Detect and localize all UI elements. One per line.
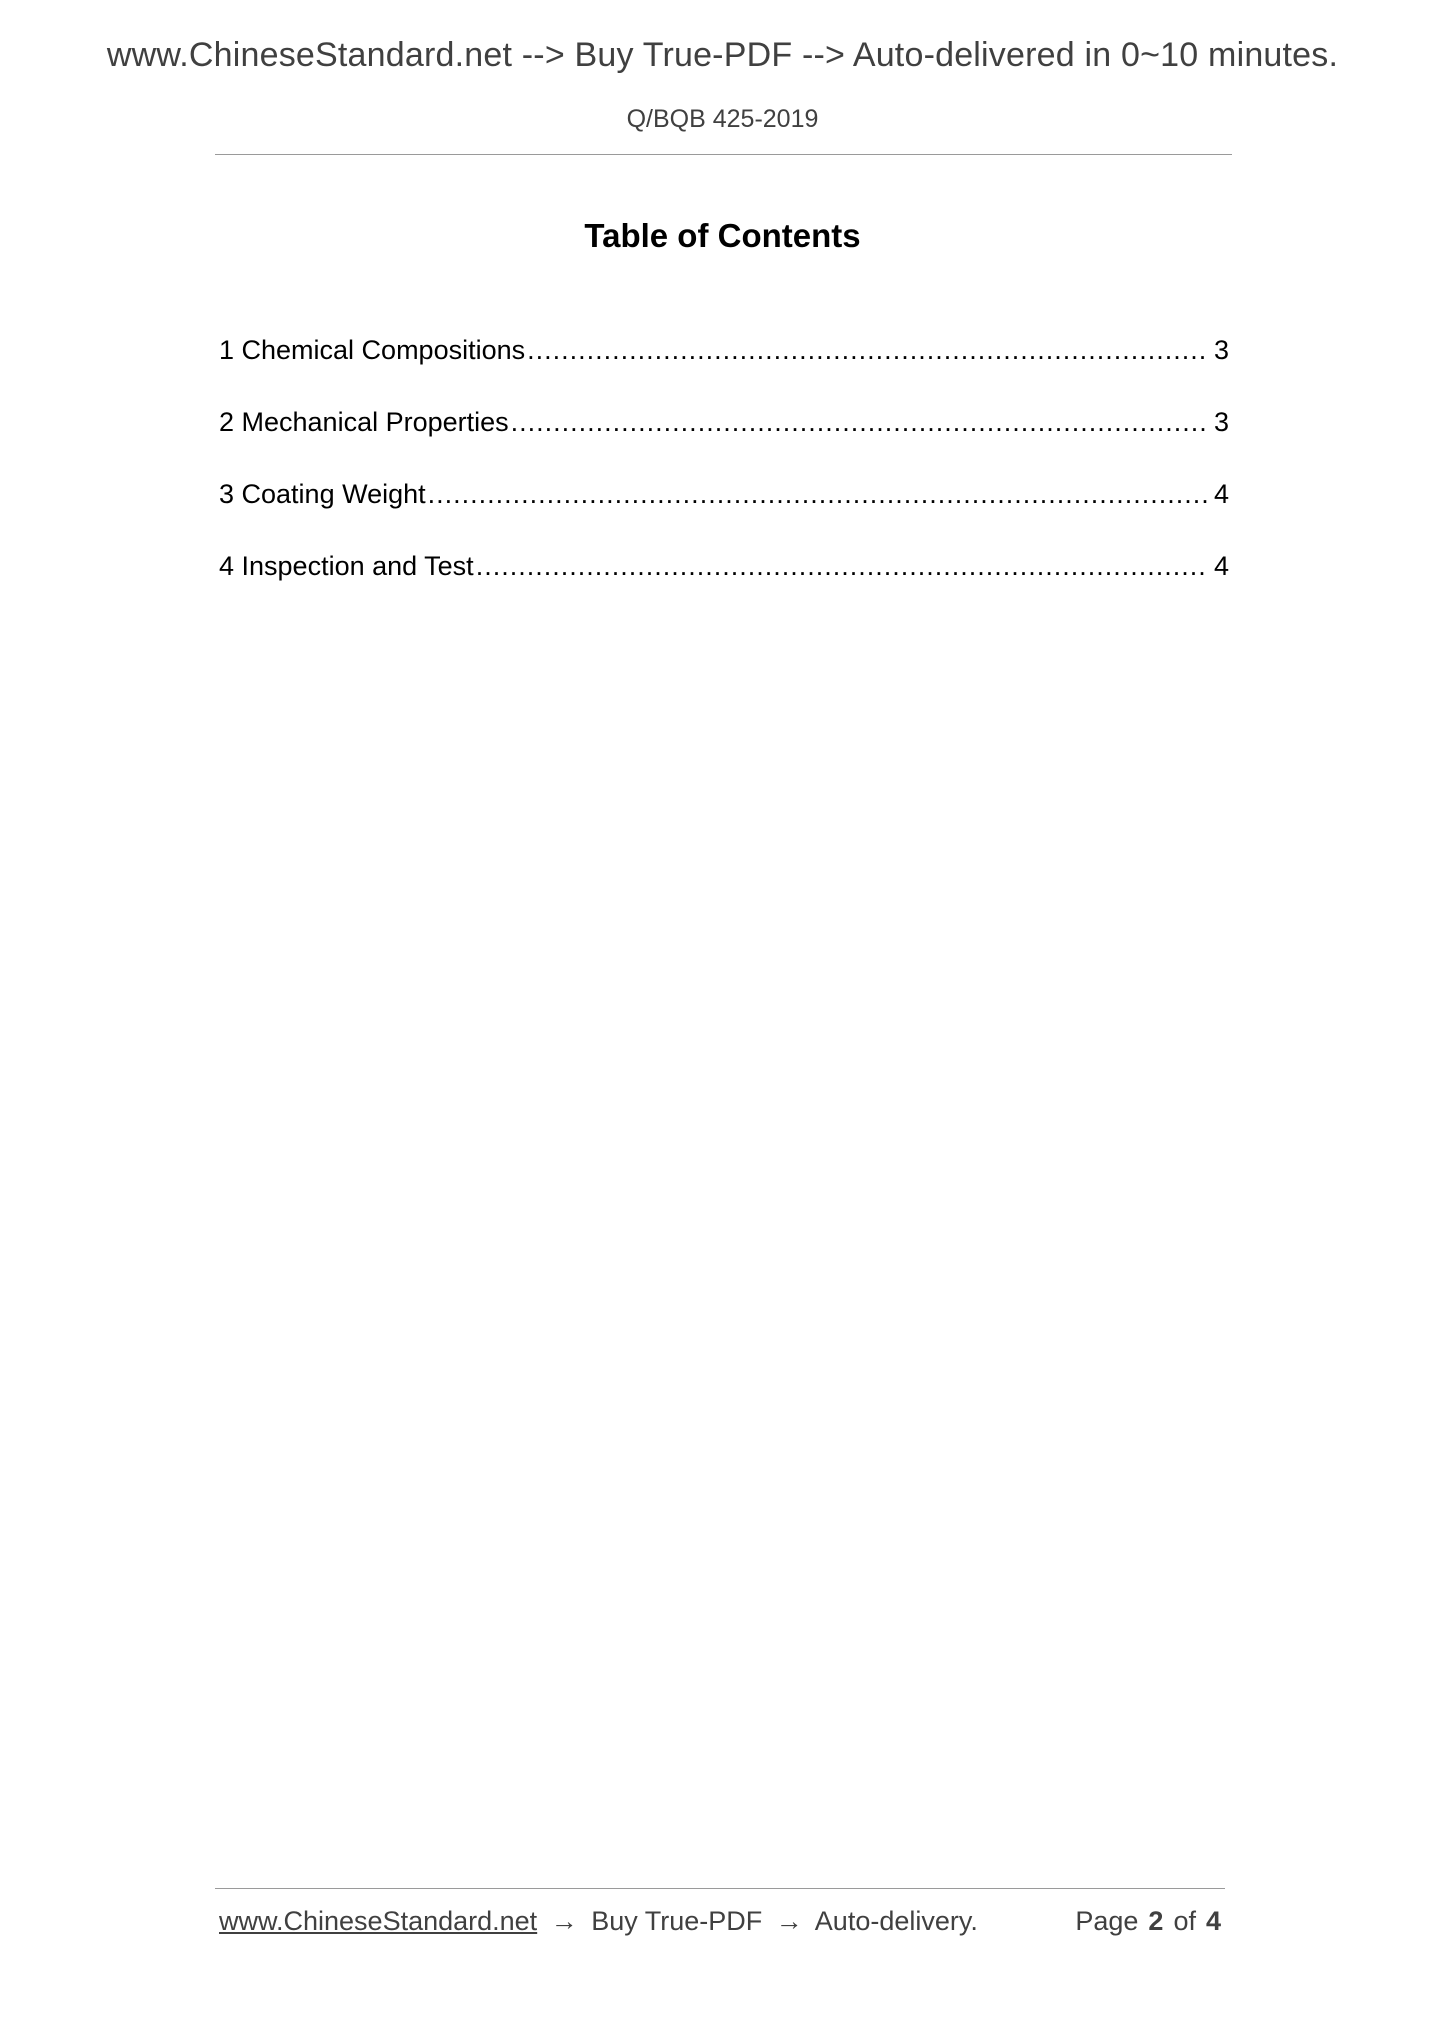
right-arrow-icon: →	[550, 1906, 578, 1936]
table-of-contents	[219, 335, 1229, 623]
footer-site-link[interactable]: www.ChineseStandard.net	[219, 1906, 538, 1936]
toc-entry-inspection-and-test[interactable]	[219, 551, 1229, 623]
footer-divider	[215, 1888, 1225, 1889]
document-code: Q/BQB 425-2019	[626, 105, 819, 133]
toc-entry-text: 4 Inspection and Test	[219, 551, 474, 581]
toc-leader-dots	[476, 551, 1208, 582]
toc-entry-page: 3	[1213, 407, 1229, 437]
footer-delivery-text: Auto-delivery.	[814, 1906, 978, 1936]
toc-leader-dots	[511, 407, 1208, 438]
top-banner: www.ChineseStandard.net --> Buy True-PDF --> Auto-delivered in 0~10 minutes.	[106, 36, 1339, 74]
toc-entry-mechanical-properties[interactable]	[219, 407, 1229, 479]
footer-buy-text: Buy True-PDF	[591, 1906, 763, 1936]
toc-entry-text: 3 Coating Weight	[219, 479, 426, 509]
toc-entry-text: 1 Chemical Compositions	[219, 335, 526, 365]
of-label: of	[1173, 1906, 1196, 1936]
header-divider	[215, 154, 1232, 155]
toc-entry-page: 4	[1213, 551, 1229, 581]
toc-entry-page: 3	[1213, 335, 1229, 365]
page-current: 2	[1148, 1906, 1164, 1936]
toc-entry-text: 2 Mechanical Properties	[219, 407, 509, 437]
toc-title: Table of Contents	[584, 217, 861, 254]
toc-entry-page: 4	[1213, 479, 1229, 509]
toc-entry-coating-weight[interactable]	[219, 479, 1229, 551]
right-arrow-icon: →	[775, 1906, 803, 1936]
toc-leader-dots	[527, 335, 1208, 366]
footer-promo	[219, 1906, 978, 1937]
page-number	[1075, 1906, 1221, 1937]
page-total: 4	[1205, 1906, 1221, 1936]
page-label: Page	[1075, 1906, 1139, 1936]
toc-leader-dots	[428, 479, 1208, 510]
toc-entry-chemical-compositions[interactable]	[219, 335, 1229, 407]
